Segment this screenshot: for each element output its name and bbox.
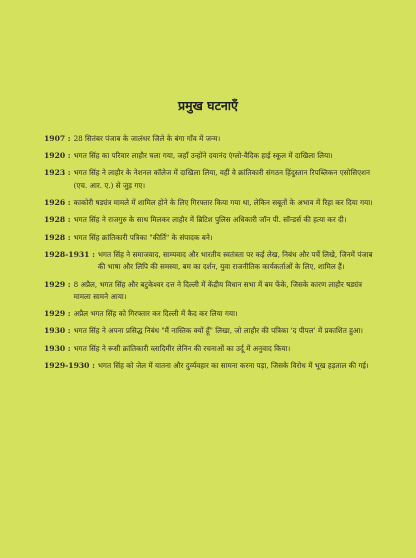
page-title: प्रमुख घटनाएँ xyxy=(178,98,238,113)
event-year: 1930 : xyxy=(44,326,71,336)
event-year: 1929 : xyxy=(44,309,71,319)
event-item xyxy=(44,360,380,373)
event-item xyxy=(44,325,380,338)
event-item xyxy=(44,133,380,146)
event-year: 1923 : xyxy=(44,168,71,178)
event-text: भगत सिंह का परिवार लाहौर चला गया, जहाँ उन्होंने दयानंद एंग्लो-वैदिक हाई स्कूल में दाखिला लिया। xyxy=(73,151,333,161)
event-year: 1929 : xyxy=(44,279,71,289)
event-item xyxy=(44,214,380,227)
event-item xyxy=(44,197,380,210)
event-text: भगत सिंह ने समाजवाद, साम्यवाद और भारतीय स्वतंत्रता पर कई लेख, निबंध और पर्चे लिखे, जिनमें पंजाब की भाषा और लिपि की समस्या, बम का दर्शन, युवा राजनीतिक कार्यकर्ताओं के लिए, शामिल हैं। xyxy=(97,249,373,272)
event-year: 1928 : xyxy=(44,232,71,242)
event-text: भगत सिंह ने अपना प्रसिद्ध निबंध "मैं नास्तिक क्यों हूँ" लिखा, जो लाहौर की पत्रिका 'द पीपल' में प्रकाशित हुआ। xyxy=(73,326,363,336)
event-year: 1929-1930 : xyxy=(44,360,95,370)
events-list xyxy=(44,133,380,377)
event-year: 1930 : xyxy=(44,343,71,353)
event-item xyxy=(44,232,380,245)
event-text: भगत सिंह ने राजगुरु के साथ मिलकर लाहौर में ब्रिटिश पुलिस अधिकारी जॉन पी. सॉन्डर्स की हत्या कर दी। xyxy=(73,215,347,225)
event-item xyxy=(44,249,380,274)
event-item xyxy=(44,167,380,192)
event-text: भगत सिंह ने रूसी क्रांतिकारी व्लादिमीर लेनिन की रचनाओं का उर्दू में अनुवाद किया। xyxy=(73,343,291,353)
event-text: भगत सिंह को जेल में यातना और दुर्व्यवहार का सामना करना पड़ा, जिसके विरोध में भूख हड़ताल की गई। xyxy=(97,360,369,370)
event-year: 1920 : xyxy=(44,151,71,161)
event-text: भगत सिंह ने लाहौर के नेशनल कॉलेज में दाखिला लिया, वहीं वे क्रांतिकारी संगठन हिंदुस्तान रिपब्लिकन एसोसिएशन (एच. आर. ए.) से जुड़ गए। xyxy=(73,168,370,190)
event-item xyxy=(44,150,380,163)
event-year: 1907 : xyxy=(44,134,71,143)
event-text: 28 सितंबर पंजाब के जालंधर जिले के बंगा गाँव में जन्म। xyxy=(73,134,221,143)
event-text: 8 अप्रैल, भगत सिंह और बटुकेश्वर दत्त ने दिल्ली में केंद्रीय विधान सभा में बम फेंके, जिसके कारण लाहौर षड्यंत्र मामला सामने आया। xyxy=(73,279,362,302)
event-item xyxy=(44,308,380,321)
event-text: अप्रैल भगत सिंह को गिरफ्तार कर दिल्ली में कैद कर लिया गया। xyxy=(73,309,238,319)
event-text: भगत सिंह क्रांतिकारी पत्रिका "कीर्ति" के संपादक बने। xyxy=(73,232,213,242)
event-text: काकोरी षड्यंत्र मामले में शामिल होने के लिए गिरफ्तार किया गया था, लेकिन सबूतों के अभाव में रिहा कर दिया गया। xyxy=(73,198,373,208)
event-item xyxy=(44,279,380,304)
event-year: 1928-1931 : xyxy=(44,249,95,259)
event-year: 1928 : xyxy=(44,215,71,225)
event-year: 1926 : xyxy=(44,198,71,208)
event-item xyxy=(44,343,380,356)
